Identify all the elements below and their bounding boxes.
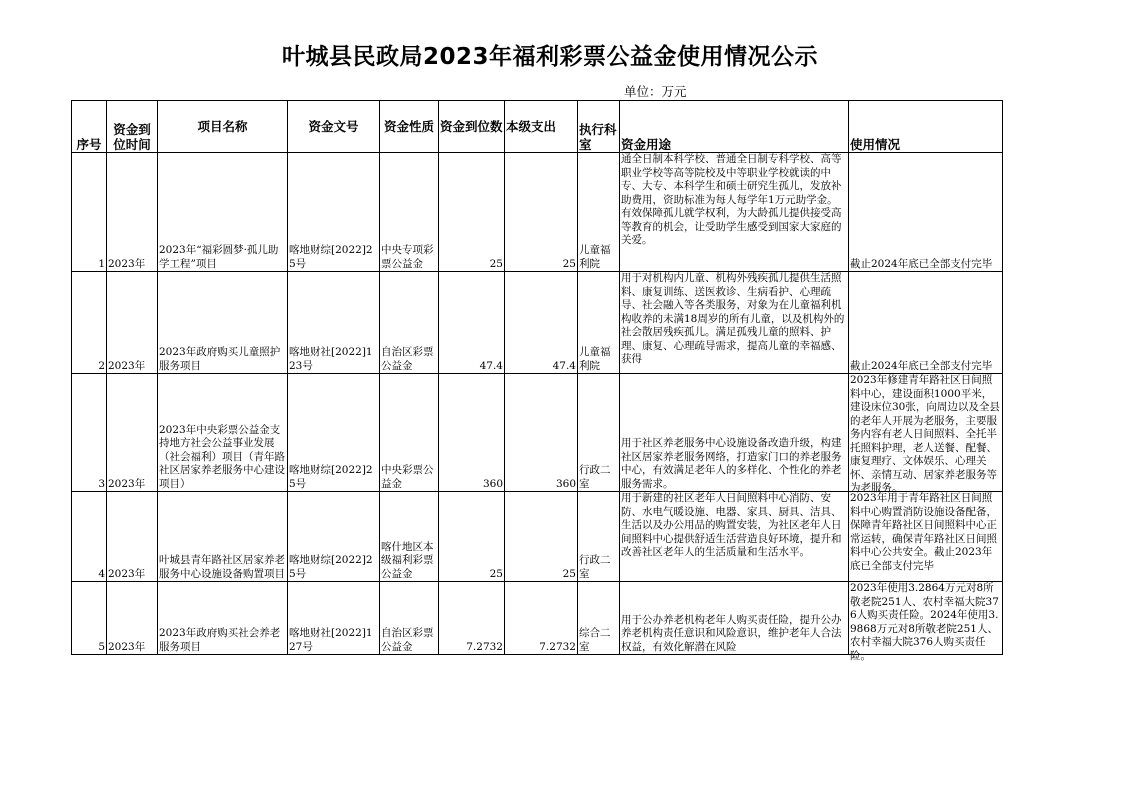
row-arrival-amount: 360	[439, 374, 505, 492]
row-status: 截止2024年底已全部支付完毕	[849, 272, 1003, 374]
lottery-fund-table	[71, 100, 1003, 662]
table-row	[72, 153, 1003, 272]
row-expenditure: 360	[505, 374, 578, 492]
row-nature: 喀什地区本级福利彩票公益金	[380, 492, 439, 582]
row-doc-no: 喀地财社[2022]123号	[288, 272, 380, 374]
row-dept: 儿童福利院	[578, 272, 620, 374]
header-row	[72, 101, 1003, 153]
row-usage	[620, 272, 849, 374]
header-project-name: 项目名称	[158, 101, 288, 153]
header-expenditure: 本级支出	[505, 101, 578, 153]
page-title: 叶城县民政局2023年福利彩票公益金使用情况公示	[281, 44, 818, 70]
row-dept: 行政二室	[578, 492, 620, 582]
row-project-name: 2023年政府购买社会养老服务项目	[158, 582, 288, 655]
status-text: 2023年修建青年路社区日间照料中心，建设面积1000平米，建设床位30张，向周边以及全县的老年人开展为老服务，主要服务内容有老人日间照料、全托半托照料护理，老人送餐、配餐、康复理疗、文体娱乐、心理关怀、亲情互动、居家养老服务等为老服务。	[850, 374, 1000, 494]
row-seq: 5	[72, 582, 107, 655]
row-doc-no: 喀地财综[2022]25号	[288, 374, 380, 492]
row-seq: 2	[72, 272, 107, 374]
row-arrival-amount: 7.2732	[439, 582, 505, 655]
usage-text: 用于新建的社区老年人日间照料中心消防、安防、水电气暖设施、电器、家具、厨具、洁具、生活以及办公用品的购置安装，为社区老年人日间照料中心提供舒适生活营造良好环境，提升和改善社区老年人的生活质量和生活水平。	[621, 492, 842, 558]
status-text: 2023年用于青年路社区日间照料中心购置消防设施设备配备，保障青年路社区日间照料中心正常运转，确保青年路社区日间照料中心公共安全。截止2023年底已全部支付完毕	[850, 492, 997, 572]
row-status: 截止2024年底已全部支付完毕	[849, 153, 1003, 272]
row-time: 2023年	[107, 582, 158, 655]
row-doc-no: 喀地财综[2022]25号	[288, 492, 380, 582]
header-usage: 资金用途	[620, 101, 849, 153]
usage-text: 通全日制本科学校、普通全日制专科学校、高等职业学校等高等院校及中等职业学校就读的中专、大专、本科学生和硕士研究生孤儿，发放补助费用，资助标准为每人每学年1万元助学金。有效保障孤儿就学权利，为大龄孤儿提供接受高等教育的机会，让受助学生感受到国家大家庭的关爱。	[621, 153, 842, 246]
row-time: 2023年	[107, 492, 158, 582]
row-dept: 儿童福利院	[578, 153, 620, 272]
row-nature: 自治区彩票公益金	[380, 582, 439, 655]
usage-text: 用于对机构内儿童、机构外残疾孤儿提供生活照料、康复训练、送医救诊、生病看护、心理疏导、社会融入等各类服务，对象为在儿童福利机构收养的未满18周岁的所有儿童，以及机构外的社会散居残疾孤儿。满足孤残儿童的照料、护理、康复、心理疏导需求，提高儿童的幸福感、获得	[621, 272, 845, 365]
row-dept: 综合二室	[578, 582, 620, 655]
row-doc-no: 喀地财综[2022]25号	[288, 153, 380, 272]
table-row	[72, 272, 1003, 374]
row-expenditure: 7.2732	[505, 582, 578, 655]
row-usage	[620, 492, 849, 582]
row-arrival-amount: 25	[439, 492, 505, 582]
header-status: 使用情况	[849, 101, 1003, 153]
row-project-name: 2023年中央彩票公益金支持地方社会公益事业发展（社会福利）项目（青年路社区居家养老服务中心建设项目）	[158, 374, 288, 492]
row-seq: 4	[72, 492, 107, 582]
row-expenditure: 25	[505, 153, 578, 272]
header-doc-no: 资金文号	[288, 101, 380, 153]
status-text: 2023年使用3.2864万元对8所敬老院251人、农村幸福大院376人购买责任险。2024年使用3.9868万元对8所敬老院251人、农村幸福大院376人购买责任险。	[850, 582, 999, 662]
row-expenditure: 25	[505, 492, 578, 582]
row-project-name: 叶城县青年路社区居家养老服务中心设施设备购置项目	[158, 492, 288, 582]
row-status	[849, 582, 1003, 662]
row-usage: 用于公办养老机构老年人购买责任险，提升公办养老机构责任意识和风险意识，维护老年人合法权益，有效化解潜在风险	[620, 582, 849, 655]
header-arrival-time: 资金到位时间	[107, 101, 158, 153]
row-time: 2023年	[107, 272, 158, 374]
table-row	[72, 374, 1003, 492]
row-time: 2023年	[107, 374, 158, 492]
header-seq: 序号	[72, 101, 107, 153]
row-usage: 用于社区养老服务中心设施设备改造升级，构建社区居家养老服务网络，打造家门口的养老服务中心，有效满足老年人的多样化、个性化的养老服务需求。	[620, 374, 849, 492]
header-arrival-amount: 资金到位数	[439, 101, 505, 153]
row-seq: 3	[72, 374, 107, 492]
row-arrival-amount: 47.4	[439, 272, 505, 374]
row-nature: 中央专项彩票公益金	[380, 153, 439, 272]
row-expenditure: 47.4	[505, 272, 578, 374]
row-nature: 中央彩票公益金	[380, 374, 439, 492]
row-seq: 1	[72, 153, 107, 272]
row-usage	[620, 153, 849, 272]
unit-label: 单位：万元	[624, 84, 687, 99]
header-dept: 执行科室	[578, 101, 620, 153]
row-nature: 自治区彩票公益金	[380, 272, 439, 374]
header-nature: 资金性质	[380, 101, 439, 153]
table-row	[72, 582, 1003, 655]
row-project-name: 2023年政府购买儿童照护服务项目	[158, 272, 288, 374]
row-status	[849, 492, 1003, 582]
row-doc-no: 喀地财社[2022]127号	[288, 582, 380, 655]
row-arrival-amount: 25	[439, 153, 505, 272]
row-time: 2023年	[107, 153, 158, 272]
row-project-name: 2023年“福彩圆梦·孤儿助学工程”项目	[158, 153, 288, 272]
table-row	[72, 492, 1003, 582]
row-status	[849, 374, 1003, 492]
row-dept: 行政二室	[578, 374, 620, 492]
